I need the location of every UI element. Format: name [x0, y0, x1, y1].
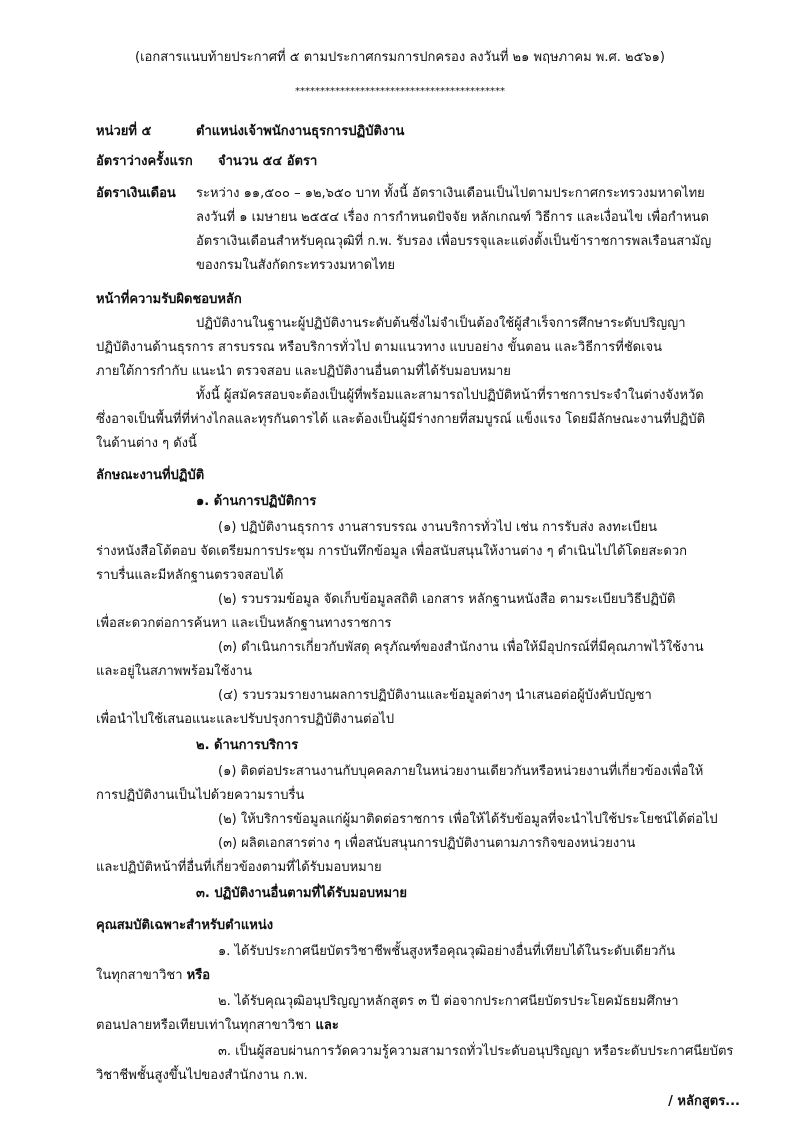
qualification-line: วิชาชีพชั้นสูงขึ้นไปของสำนักงาน ก.พ. [96, 1068, 308, 1083]
vacancy-label: อัตราว่างครั้งแรก [96, 154, 193, 169]
section-1-line: (๓) ดำเนินการเกี่ยวกับพัสดุ ครุภัณฑ์ของสำนักงาน เพื่อให้มีอุปกรณ์ที่มีคุณภาพไว้ใช้งาน [218, 640, 704, 655]
qualification-line [96, 1016, 339, 1036]
salary-line: ของกรมในสังกัดกระทรวงมหาดไทย [196, 258, 395, 273]
section-2-line: (๑) ติดต่อประสานงานกับบุคคลภายในหน่วยงานเดียวกันหรือหน่วยงานที่เกี่ยวข้องเพื่อให้ [218, 764, 704, 779]
vacancy-value: จำนวน ๕๔ อัตรา [218, 154, 318, 169]
section-2-line: (๒) ให้บริการข้อมูลแก่ผู้มาติดต่อราชการ เพื่อให้ได้รับข้อมูลที่จะนำไปใช้ประโยชน์ได้ต่อไป [218, 812, 718, 827]
qualification-text: ในทุกสาขาวิชา [96, 968, 183, 983]
section-2-title: ๒. ด้านการบริการ [196, 738, 299, 753]
section-1-title: ๑. ด้านการปฏิบัติการ [196, 494, 317, 509]
qualification-line: ๓. เป็นผู้สอบผ่านการวัดความรู้ความสามารถทั่วไประดับอนุปริญญา หรือระดับประกาศนียบัตร [218, 1044, 734, 1059]
section-1-line: ราบรื่นและมีหลักฐานตรวจสอบได้ [96, 568, 284, 583]
salary-line: อัตราเงินเดือนสำหรับคุณวุฒิที่ ก.พ. รับรอง เพื่อบรรจุและแต่งตั้งเป็นข้าราชการพลเรือนสามัญ [196, 234, 712, 249]
qualification-conjunction: และ [315, 1018, 339, 1033]
duties-line: ปฏิบัติงานในฐานะผู้ปฏิบัติงานระดับต้นซึ่งไม่จำเป็นต้องใช้ผู้สำเร็จการศึกษาระดับปริญญา [196, 316, 686, 331]
section-1-line: เพื่อสะดวกต่อการค้นหา และเป็นหลักฐานทางราชการ [96, 616, 392, 631]
duties-line: ทั้งนี้ ผู้สมัครสอบจะต้องเป็นผู้ที่พร้อมและสามารถไปปฏิบัติหน้าที่ราชการประจำในต่างจังหวัด [196, 388, 704, 403]
section-2-line: การปฏิบัติงานเป็นไปด้วยความราบรื่น [96, 788, 305, 803]
duties-line: ภายใต้การกำกับ แนะนำ ตรวจสอบ และปฏิบัติงานอื่นตามที่ได้รับมอบหมาย [96, 364, 511, 379]
section-1-line: และอยู่ในสภาพพร้อมใช้งาน [96, 664, 252, 679]
duties-heading: หน้าที่ความรับผิดชอบหลัก [96, 292, 242, 307]
salary-line: ลงวันที่ ๑ เมษายน ๒๕๕๔ เรื่อง การกำหนดปัจจัย หลักเกณฑ์ วิธีการ และเงื่อนไข เพื่อกำหนด [196, 210, 709, 225]
unit-title: ตำแหน่งเจ้าพนักงานธุรการปฏิบัติงาน [196, 124, 405, 139]
duties-line: ซึ่งอาจเป็นพื้นที่ที่ห่างไกลและทุรกันดารได้ และต้องเป็นผู้มีร่างกายที่สมบูรณ์ แข็งแรง โดยมีลักษณะงานที่ปฏิบัติ [96, 412, 706, 427]
section-1-line: เพื่อนำไปใช้เสนอแนะและปรับปรุงการปฏิบัติงานต่อไป [96, 712, 395, 727]
section-1-line: (๔) รวบรวมรายงานผลการปฏิบัติงานและข้อมูลต่างๆ นำเสนอต่อผู้บังคับบัญชา [218, 688, 652, 703]
qualification-text: ตอนปลายหรือเทียบเท่าในทุกสาขาวิชา [96, 1018, 312, 1033]
work-heading: ลักษณะงานที่ปฏิบัติ [96, 468, 205, 483]
duties-line: ปฏิบัติงานด้านธุรการ สารบรรณ หรือบริการทั่วไป ตามแนวทาง แบบอย่าง ขั้นตอน และวิธีการที่ชัดเจน [96, 340, 663, 355]
qualification-line: ๒. ได้รับคุณวุฒิอนุปริญญาหลักสูตร ๓ ปี ต่อจากประกาศนียบัตรประโยคมัธยมศึกษา [218, 994, 679, 1009]
page-continuation: / หลักสูตร... [668, 1094, 740, 1109]
section-2-line: และปฏิบัติหน้าที่อื่นที่เกี่ยวข้องตามที่ได้รับมอบหมาย [96, 860, 382, 875]
qualifications-heading: คุณสมบัติเฉพาะสำหรับตำแหน่ง [96, 918, 274, 933]
section-3-title: ๓. ปฏิบัติงานอื่นตามที่ได้รับมอบหมาย [196, 886, 408, 901]
section-1-line: (๑) ปฏิบัติงานธุรการ งานสารบรรณ งานบริการทั่วไป เช่น การรับส่ง ลงทะเบียน [218, 520, 657, 535]
duties-line: ในด้านต่าง ๆ ดังนี้ [96, 436, 197, 451]
divider-stars: ****************************************** [295, 86, 505, 97]
qualification-conjunction: หรือ [186, 968, 211, 983]
qualification-line [96, 966, 210, 986]
salary-line: ระหว่าง ๑๑,๕๐๐ – ๑๒,๖๕๐ บาท ทั้งนี้ อัตราเงินเดือนเป็นไปตามประกาศกระทรวงมหาดไทย [196, 186, 705, 201]
section-2-line: (๓) ผลิตเอกสารต่าง ๆ เพื่อสนับสนุนการปฏิบัติงานตามภารกิจของหน่วยงาน [218, 836, 636, 851]
unit-label: หน่วยที่ ๕ [96, 124, 152, 139]
section-1-line: (๒) รวบรวมข้อมูล จัดเก็บข้อมูลสถิติ เอกสาร หลักฐานหนังสือ ตามระเบียบวิธีปฏิบัติ [218, 592, 676, 607]
qualification-line: ๑. ได้รับประกาศนียบัตรวิชาชีพชั้นสูงหรือคุณวุฒิอย่างอื่นที่เทียบได้ในระดับเดียวกัน [218, 944, 676, 959]
reference-note: (เอกสารแนบท้ายประกาศที่ ๕ ตามประกาศกรมการปกครอง ลงวันที่ ๒๑ พฤษภาคม พ.ศ. ๒๕๖๑) [135, 50, 665, 65]
salary-label: อัตราเงินเดือน [96, 186, 176, 201]
section-1-line: ร่างหนังสือโต้ตอบ จัดเตรียมการประชุม การบันทึกข้อมูล เพื่อสนับสนุนให้งานต่าง ๆ ดำเนินไปได้โดยสะดวก [96, 544, 688, 559]
